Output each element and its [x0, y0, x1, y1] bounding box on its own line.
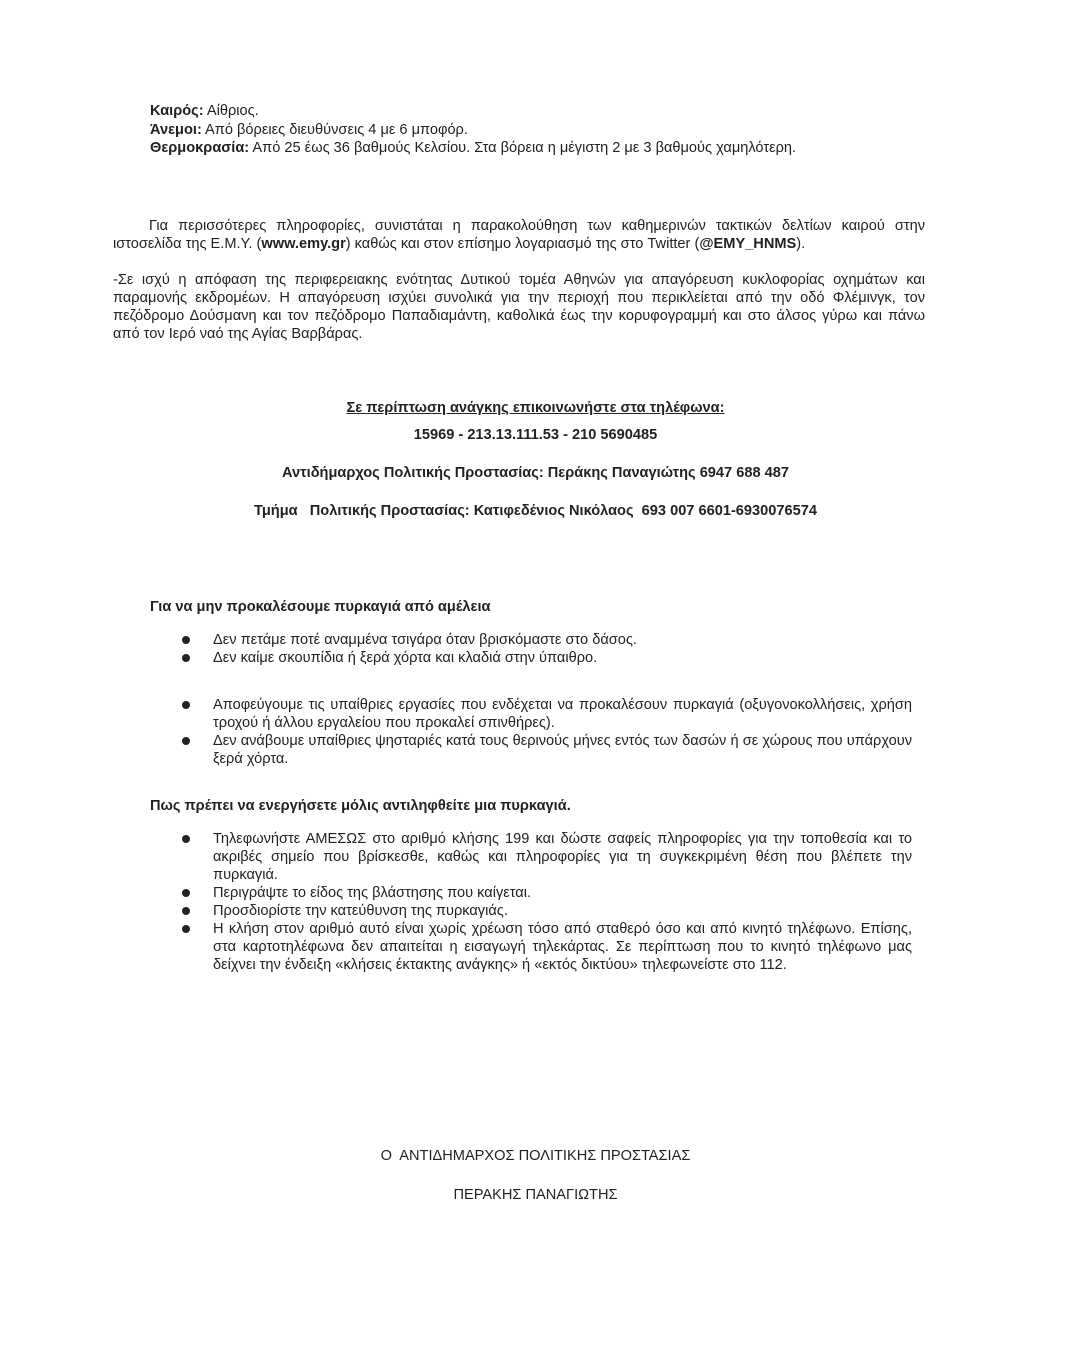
info-paragraph: Για περισσότερες πληροφορίες, συνιστάται η παρακολούθηση των καθημερινών τακτικών δελτίων καιρού στην ιστοσελίδα της Ε.Μ.Υ. (www.emy.gr) καθώς και στον επίσημο λογαριασμό της στο Twitter (@EMY_HNMS).: [113, 218, 925, 252]
bullet-icon: [182, 737, 190, 745]
prevention-list-2: [150, 696, 912, 768]
weather-line: Καιρός: Αίθριος.: [150, 103, 259, 119]
list-item: Περιγράψτε το είδος της βλάστησης που καίγεται.: [150, 884, 912, 902]
emy-website-link[interactable]: www.emy.gr: [261, 236, 346, 252]
prevention-heading: Για να μην προκαλέσουμε πυρκαγιά από αμέλεια: [150, 599, 491, 615]
list-item: Δεν καίμε σκουπίδια ή ξερά χόρτα και κλαδιά στην ύπαιθρο.: [150, 649, 912, 667]
temperature-line: Θερμοκρασία: Από 25 έως 36 βαθμούς Κελσίου. Στα βόρεια η μέγιστη 2 με 3 βαθμούς χαμηλότερη.: [150, 140, 797, 156]
prevention-list-1: [150, 631, 912, 667]
list-item: Τηλεφωνήστε ΑΜΕΣΩΣ στο αριθμό κλήσης 199 και δώστε σαφείς πληροφορίες για την τοποθεσία και το ακριβές σημείο που βρίσκεσθε, καθώς και πληροφορίες για τη συγκεκριμένη θέση που βλέπετε την πυρκαγιά.: [150, 830, 912, 884]
contact-phones: 15969 - 213.13.111.53 - 210 5690485: [413, 427, 658, 443]
bullet-icon: [182, 925, 190, 933]
action-list: [150, 830, 912, 974]
list-item: Αποφεύγουμε τις υπαίθριες εργασίες που ενδέχεται να προκαλέσουν πυρκαγιά (οξυγονοκολλήσεις, χρήση τροχού ή άλλου εργαλείου που προκαλεί σπινθήρες).: [150, 696, 912, 732]
bullet-icon: [182, 907, 190, 915]
bullet-icon: [182, 654, 190, 662]
wind-line: Άνεμοι: Από βόρειες διευθύνσεις 4 με 6 μποφόρ.: [150, 121, 468, 138]
bullet-icon: [182, 889, 190, 897]
list-item: Η κλήση στον αριθμό αυτό είναι χωρίς χρέωση τόσο από σταθερό όσο και από κινητό τηλέφωνο. Επίσης, στα καρτοτηλέφωνα δεν απαιτείται η εισαγωγή τηλεκάρτας. Σε περίπτωση που το κινητό τηλέφωνο μας δείχνει την ένδειξη «κλήσεις έκτακτης ανάγκης» ή «εκτός δικτύου» τηλεφωνείστε στο 112.: [150, 920, 912, 974]
bullet-icon: [182, 636, 190, 644]
department-contact: Τμήμα Πολιτικής Προστασίας: Κατιφεδένιος Νικόλαος 693 007 6601-6930076574: [254, 503, 817, 519]
deputy-mayor-contact: Αντιδήμαρχος Πολιτικής Προστασίας: Περάκης Παναγιώτης 6947 688 487: [282, 465, 789, 481]
list-item: Δεν ανάβουμε υπαίθριες ψησταριές κατά τους θερινούς μήνες εντός των δασών ή σε χώρους που υπάρχουν ξερά χόρτα.: [150, 732, 912, 768]
contacts-heading: Σε περίπτωση ανάγκης επικοινωνήστε στα τηλέφωνα:: [346, 400, 725, 416]
list-item: Δεν πετάμε ποτέ αναμμένα τσιγάρα όταν βρισκόμαστε στο δάσος.: [150, 631, 912, 649]
bullet-icon: [182, 835, 190, 843]
signature-name: ΠΕΡΑΚΗΣ ΠΑΝΑΓΙΩΤΗΣ: [453, 1187, 618, 1203]
emy-twitter-handle[interactable]: @EMY_HNMS: [699, 236, 797, 252]
action-heading: Πως πρέπει να ενεργήσετε μόλις αντιληφθείτε μια πυρκαγιά.: [150, 798, 571, 814]
signature-title: Ο ΑΝΤΙΔΗΜΑΡΧΟΣ ΠΟΛΙΤΙΚΗΣ ΠΡΟΣΤΑΣΙΑΣ: [380, 1148, 691, 1164]
bullet-icon: [182, 701, 190, 709]
weather-forecast: [150, 102, 930, 158]
list-item: Προσδιορίστε την κατεύθυνση της πυρκαγιάς.: [150, 902, 912, 920]
ban-paragraph: -Σε ισχύ η απόφαση της περιφερειακης ενότητας Δυτικού τομέα Αθηνών για απαγόρευση κυκλοφορίας οχημάτων και παραμονής εκδρομέων. Η απαγόρευση ισχύει συνολικά για την περιοχή που περικλείεται από την οδό Φλέμινγκ, τον πεζόδρομο Δούσμανη και τον πεζόδρομο Παπαδιαμάντη, καθολικά έως την κορυφογραμμή και στο άλσος γύρω και πάνω από τον Ιερό ναό της Αγίας Βαρβάρας.: [113, 272, 925, 342]
